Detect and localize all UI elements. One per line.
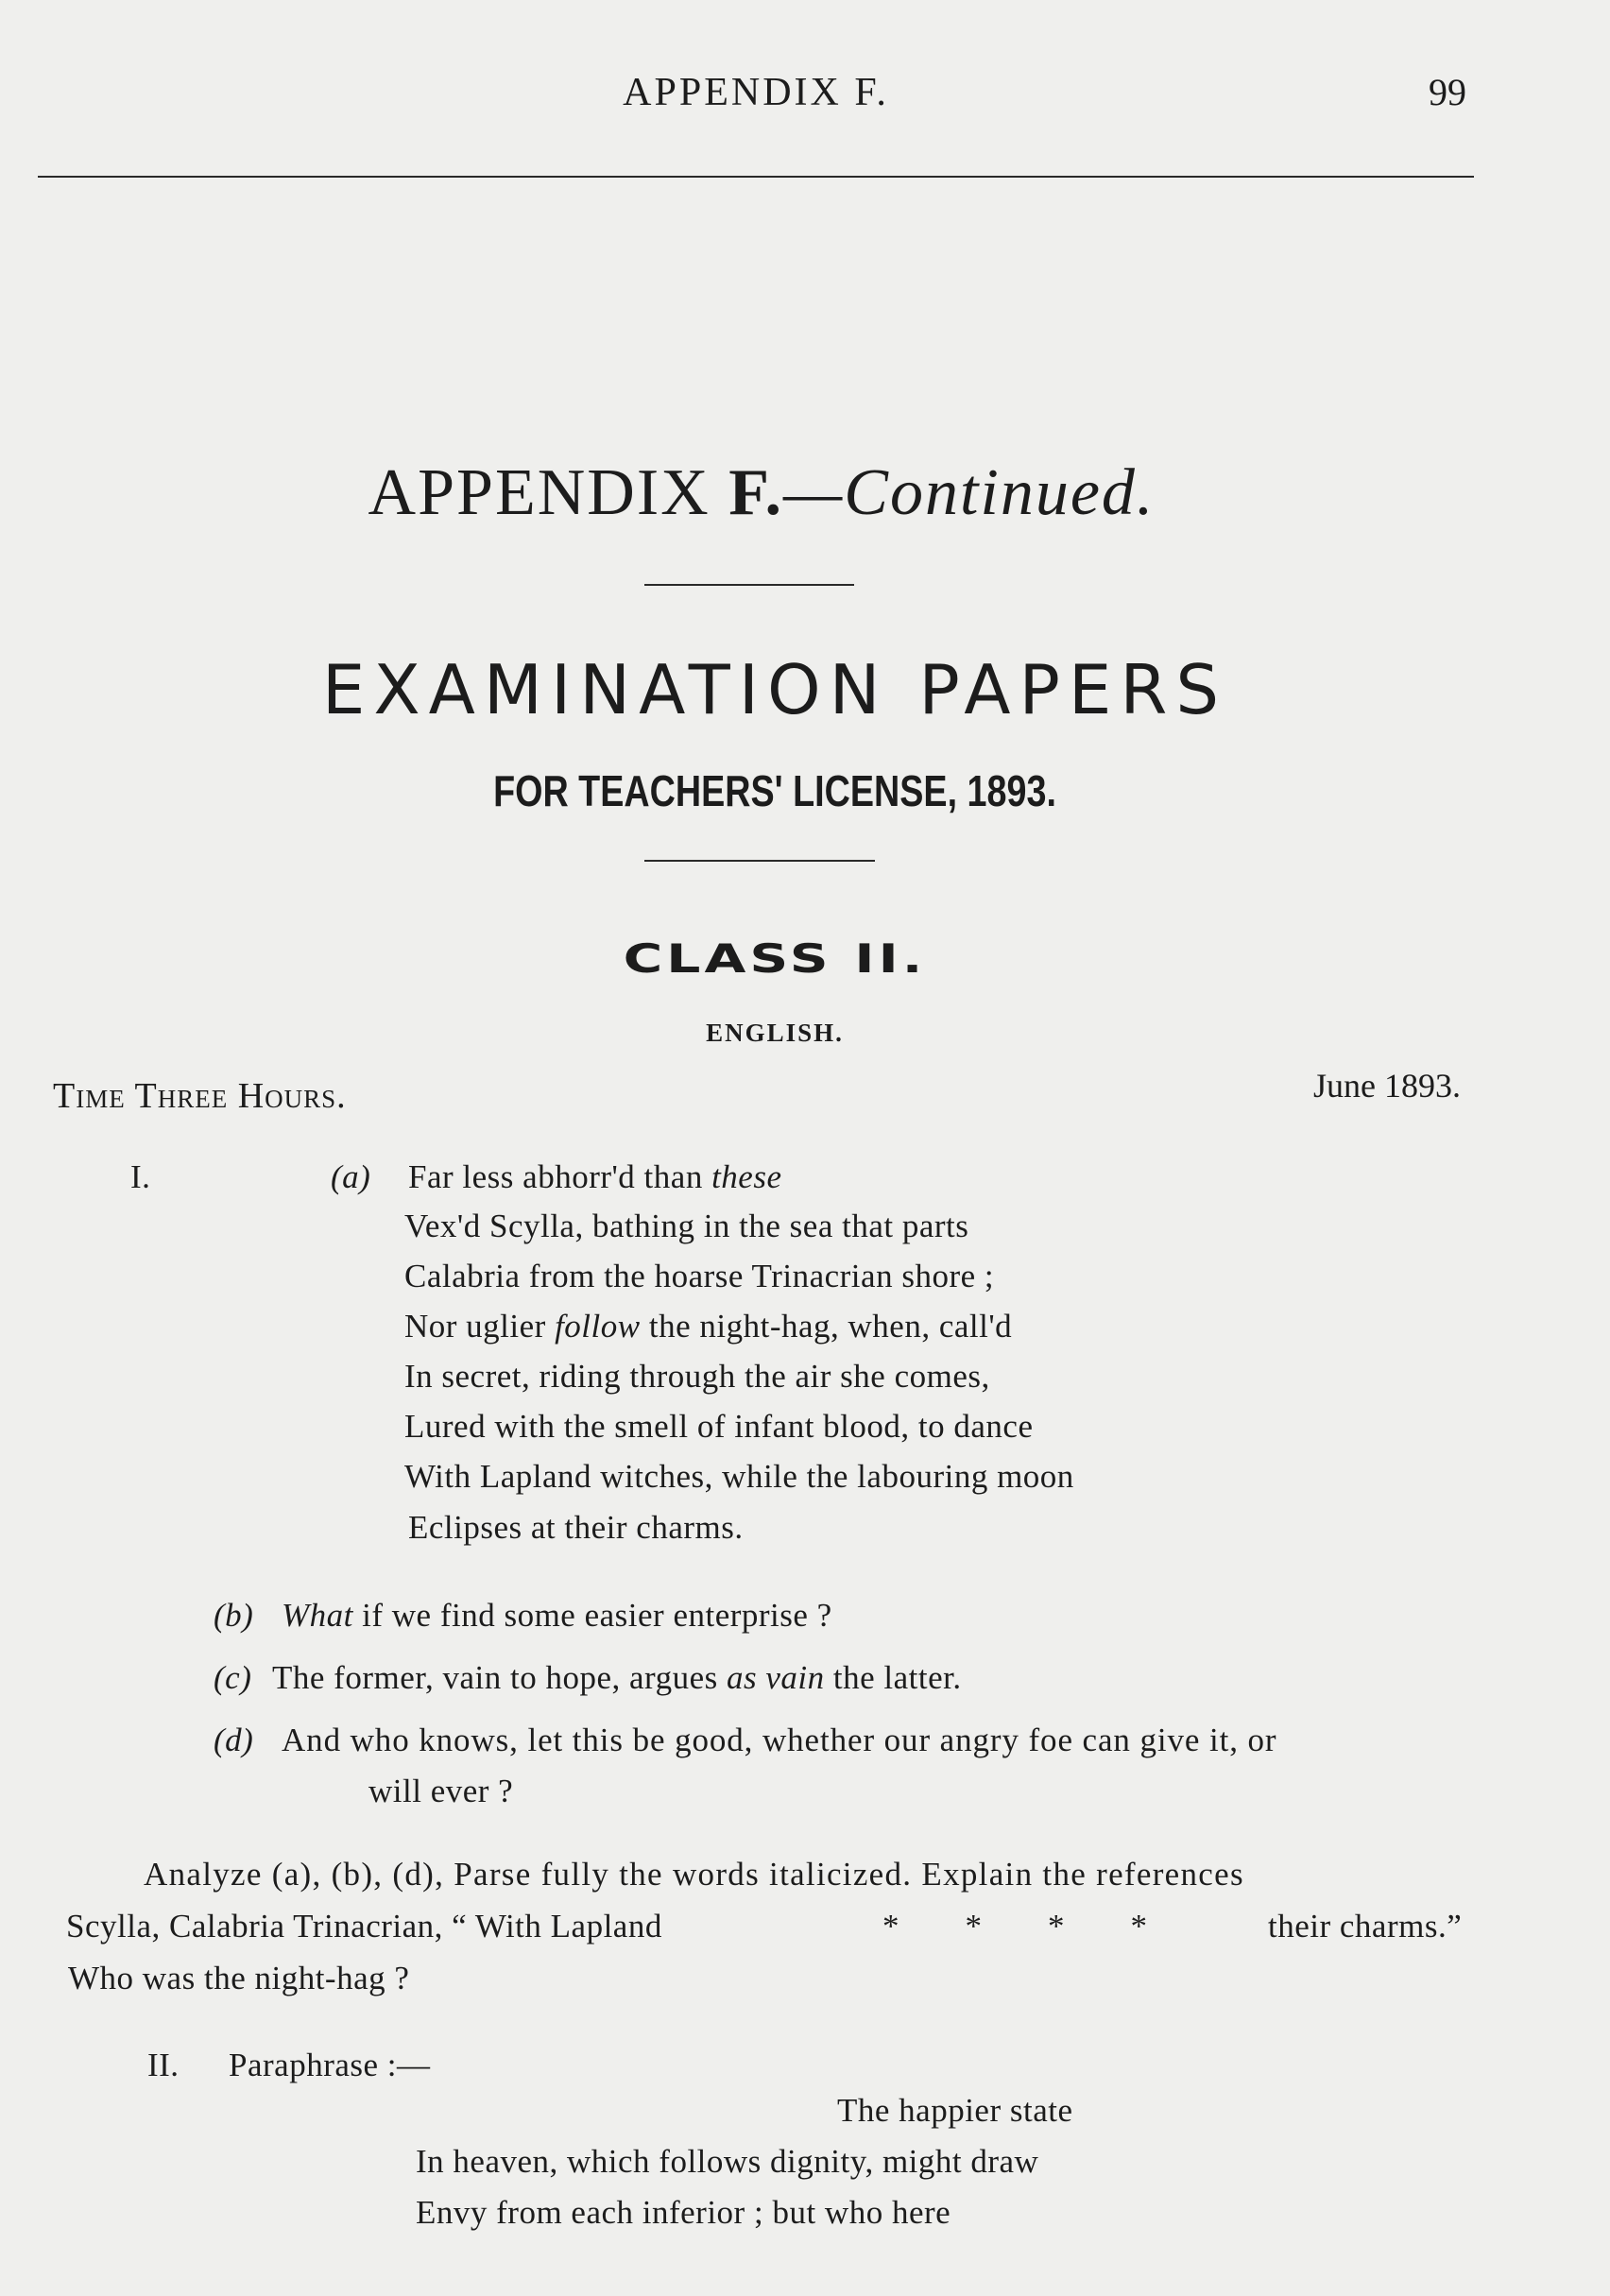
exam-date: June 1893. bbox=[1313, 1067, 1461, 1105]
instruction-line-2: Scylla, Calabria Trinacrian, “ With Lapland bbox=[66, 1908, 662, 1945]
question-2-label: Paraphrase :— bbox=[229, 2047, 431, 2083]
part-b-label: (b) bbox=[214, 1597, 254, 1634]
part-c-text: The former, vain to hope, argues as vain the latter. bbox=[272, 1659, 962, 1696]
appendix-title bbox=[0, 455, 1523, 531]
part-d-text: And who knows, let this be good, whether our angry foe can give it, or bbox=[282, 1722, 1277, 1758]
title-rule-2 bbox=[644, 860, 875, 862]
poem-line-4: Nor uglier follow the night-hag, when, call'd bbox=[404, 1308, 1013, 1345]
paraphrase-line-2: In heaven, which follows dignity, might draw bbox=[416, 2143, 1039, 2180]
part-a-label: (a) bbox=[331, 1158, 371, 1195]
exam-title: EXAMINATION PAPERS bbox=[321, 650, 1228, 729]
paraphrase-line-1: The happier state bbox=[837, 2092, 1073, 2129]
time-allowed: Time Three Hours. bbox=[53, 1076, 347, 1116]
part-d-text-cont: will ever ? bbox=[368, 1773, 514, 1809]
title-rule-1 bbox=[644, 584, 854, 586]
running-head: APPENDIX F. bbox=[623, 71, 889, 114]
page-number: 99 bbox=[1429, 71, 1466, 113]
instruction-stars: * * * * bbox=[882, 1908, 1147, 1945]
instruction-line-2-end: their charms.” bbox=[1268, 1908, 1463, 1945]
class-title: CLASS II. bbox=[623, 935, 927, 982]
question-1-number: I. bbox=[130, 1158, 151, 1195]
header-rule bbox=[38, 176, 1474, 178]
poem-line-5: In secret, riding through the air she comes, bbox=[404, 1358, 990, 1395]
appendix-suffix: —Continued. bbox=[783, 456, 1156, 529]
appendix-letter: F. bbox=[728, 456, 784, 529]
poem-line-1: Far less abhorr'd than these bbox=[408, 1158, 782, 1195]
license-title: FOR TEACHERS' LICENSE, 1893. bbox=[493, 766, 1056, 815]
appendix-prefix: APPENDIX bbox=[368, 456, 729, 529]
part-d-label: (d) bbox=[214, 1722, 254, 1758]
poem-line-8: Eclipses at their charms. bbox=[408, 1509, 744, 1546]
question-2-number: II. bbox=[147, 2047, 180, 2083]
poem-line-7: With Lapland witches, while the labouring moon bbox=[404, 1458, 1074, 1495]
part-c-label: (c) bbox=[214, 1659, 252, 1696]
part-b-text: What if we find some easier enterprise ? bbox=[282, 1597, 832, 1634]
subject-heading: ENGLISH. bbox=[706, 1019, 844, 1047]
poem-line-3: Calabria from the hoarse Trinacrian shore ; bbox=[404, 1258, 995, 1294]
poem-line-2: Vex'd Scylla, bathing in the sea that parts bbox=[404, 1208, 969, 1244]
instruction-line-3: Who was the night-hag ? bbox=[68, 1960, 410, 1996]
poem-line-6: Lured with the smell of infant blood, to dance bbox=[404, 1408, 1034, 1445]
instruction-line-1: Analyze (a), (b), (d), Parse fully the words italicized. Explain the references bbox=[144, 1856, 1244, 1893]
paraphrase-line-3: Envy from each inferior ; but who here bbox=[416, 2194, 951, 2231]
